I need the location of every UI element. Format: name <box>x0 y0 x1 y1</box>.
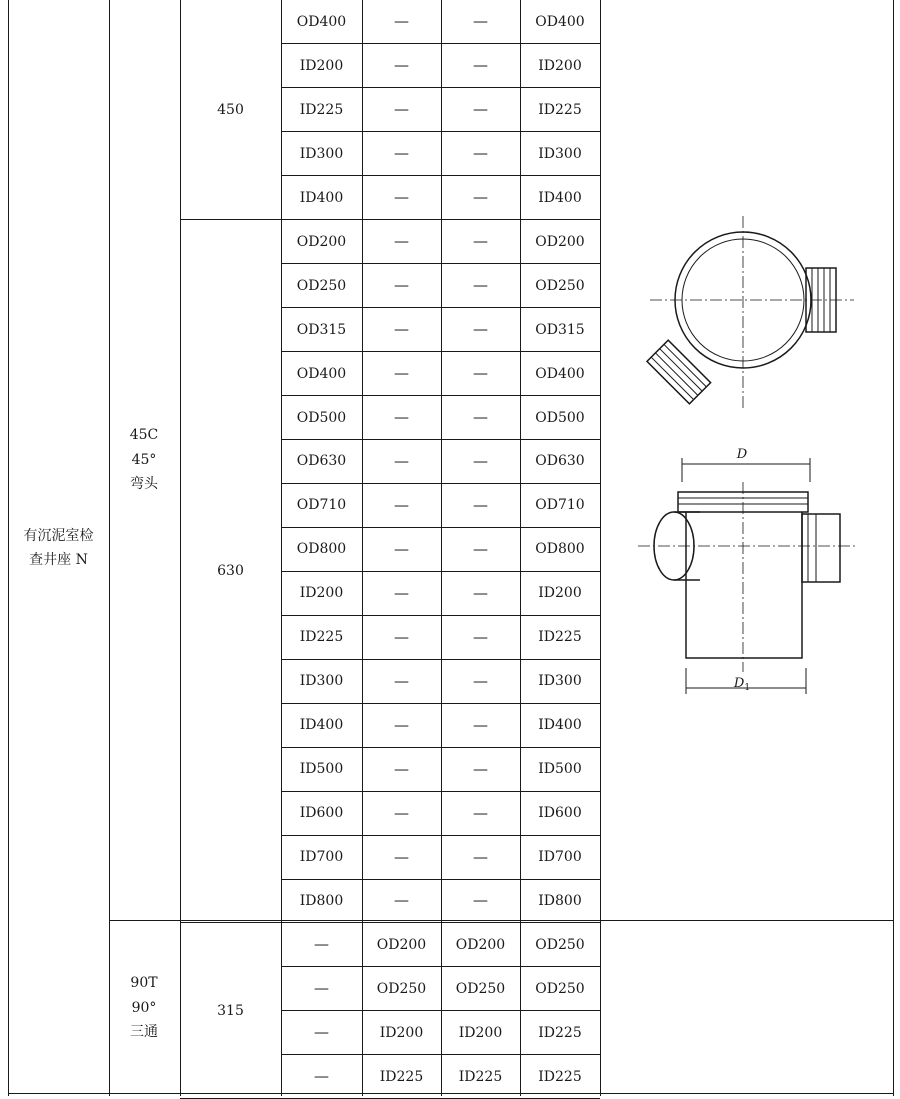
size-cell-col4: ID225 <box>538 629 582 646</box>
size-cell-col2: — <box>394 495 409 514</box>
size-cell-col1: OD500 <box>296 409 347 426</box>
grid-vline <box>180 0 181 1096</box>
grid-hline <box>8 1093 894 1094</box>
size-cell-col2: — <box>394 759 409 778</box>
size-cell-col2: — <box>394 803 409 822</box>
nominal-size-cell: 315 <box>217 1002 244 1019</box>
size-cell-col4: ID300 <box>538 145 582 162</box>
size-cell-col3: — <box>473 408 488 427</box>
size-cell-col4: OD250 <box>535 277 585 294</box>
size-cell-col2: — <box>394 188 409 207</box>
size-cell-col3: — <box>473 364 488 383</box>
size-cell-col3: — <box>473 451 488 470</box>
size-cell-col3: — <box>473 539 488 558</box>
size-cell-col4: OD400 <box>535 13 585 30</box>
fitting-name-45c <box>109 0 179 920</box>
size-cell-col1: ID700 <box>299 849 344 866</box>
size-cell-col4: ID200 <box>538 57 582 74</box>
size-cell-col2: — <box>394 891 409 910</box>
size-cell-col3: ID225 <box>458 1068 503 1085</box>
fitting-kind: 三通 <box>130 1024 158 1041</box>
size-cell-col4: OD630 <box>535 453 585 470</box>
size-cell-col3: — <box>473 803 488 822</box>
fitting-type-line2: 查井座 N <box>29 552 88 568</box>
size-cell-col1: ID300 <box>299 673 344 690</box>
size-cell-col3: — <box>473 847 488 866</box>
size-cell-col4: OD315 <box>535 321 585 338</box>
size-cell-col3: — <box>473 671 488 690</box>
size-cell-col1: OD315 <box>296 321 347 338</box>
fitting-code: 90T <box>130 975 158 992</box>
nominal-size-cell: 450 <box>217 101 244 118</box>
size-cell-col2: — <box>394 276 409 295</box>
grid-vline <box>8 0 9 1096</box>
size-cell-col1: — <box>314 979 329 998</box>
size-cell-col4: OD400 <box>535 365 585 382</box>
top-view-drawing <box>630 210 860 420</box>
size-cell-col1: ID225 <box>299 101 344 118</box>
size-cell-col2: — <box>394 56 409 75</box>
size-cell-col1: ID600 <box>299 805 344 822</box>
size-cell-col1: ID200 <box>299 57 344 74</box>
size-cell-col4: ID400 <box>538 717 582 734</box>
size-cell-col3: — <box>473 144 488 163</box>
size-cell-col2: — <box>394 539 409 558</box>
size-cell-col4: OD500 <box>535 409 585 426</box>
size-cell-col3: — <box>473 583 488 602</box>
size-cell-col2: OD250 <box>376 980 427 997</box>
size-cell-col1: — <box>314 1023 329 1042</box>
size-cell-col4: OD800 <box>535 541 585 558</box>
size-cell-col3: OD250 <box>455 980 506 997</box>
size-cell-col1: ID400 <box>299 189 344 206</box>
size-cell-col4: ID600 <box>538 805 582 822</box>
size-cell-col3: — <box>473 715 488 734</box>
size-cell-col1: OD400 <box>296 13 347 30</box>
size-cell-col2: — <box>394 583 409 602</box>
grid-vline <box>362 0 363 1096</box>
size-cell-col4: ID700 <box>538 849 582 866</box>
size-cell-col3: — <box>473 627 488 646</box>
size-cell-col2: — <box>394 364 409 383</box>
size-cell-col2: — <box>394 232 409 251</box>
size-cell-col1: ID500 <box>299 761 344 778</box>
front-view-drawing <box>630 440 860 700</box>
size-cell-col2: — <box>394 12 409 31</box>
size-cell-col4: ID225 <box>538 1024 582 1041</box>
size-cell-col3: — <box>473 495 488 514</box>
size-cell-col1: OD800 <box>296 541 347 558</box>
size-cell-col2: ID225 <box>379 1068 424 1085</box>
size-cell-col4: ID200 <box>538 585 582 602</box>
size-cell-col3: ID200 <box>458 1024 503 1041</box>
size-cell-col1: — <box>314 1067 329 1086</box>
size-cell-col2: — <box>394 408 409 427</box>
size-cell-col3: — <box>473 276 488 295</box>
size-cell-col2: — <box>394 320 409 339</box>
size-cell-col1: OD630 <box>296 453 347 470</box>
size-cell-col3: — <box>473 759 488 778</box>
size-cell-col3: — <box>473 12 488 31</box>
fitting-type-line1: 有沉泥室检 <box>23 527 94 544</box>
size-cell-col2: — <box>394 715 409 734</box>
size-cell-col4: ID300 <box>538 673 582 690</box>
size-cell-col1: OD400 <box>296 365 347 382</box>
size-cell-col4: ID800 <box>538 892 582 909</box>
size-cell-col3: — <box>473 232 488 251</box>
size-cell-col1: — <box>314 935 329 954</box>
size-cell-col1: OD200 <box>296 233 347 250</box>
grid-vline <box>520 0 521 1096</box>
size-cell-col2: — <box>394 451 409 470</box>
grid-vline <box>281 0 282 1096</box>
size-cell-col3: — <box>473 320 488 339</box>
size-cell-col1: ID300 <box>299 145 344 162</box>
size-cell-col4: ID225 <box>538 1068 582 1085</box>
grid-vline <box>109 0 110 1096</box>
size-cell-col1: OD710 <box>296 497 347 514</box>
size-cell-col3: — <box>473 56 488 75</box>
fitting-name-90t <box>109 920 179 1096</box>
size-cell-col4: OD250 <box>535 980 585 997</box>
diameter-d1-label: $D_1$ <box>733 676 751 693</box>
size-cell-col2: OD200 <box>376 936 427 953</box>
nominal-size-cell: 630 <box>217 563 244 580</box>
size-cell-col3: — <box>473 100 488 119</box>
size-cell-col2: — <box>394 627 409 646</box>
size-cell-col2: — <box>394 671 409 690</box>
size-cell-col4: OD200 <box>535 233 585 250</box>
size-cell-col1: ID200 <box>299 585 344 602</box>
grid-vline <box>600 0 601 1096</box>
size-cell-col2: — <box>394 100 409 119</box>
size-cell-col3: — <box>473 188 488 207</box>
fitting-angle: 90° <box>131 999 157 1016</box>
grid-vline <box>441 0 442 1096</box>
size-cell-col4: ID225 <box>538 101 582 118</box>
size-cell-col4: OD250 <box>535 936 585 953</box>
size-cell-col3: — <box>473 891 488 910</box>
size-cell-col1: ID800 <box>299 892 344 909</box>
diameter-d-label: D <box>736 447 748 462</box>
fitting-kind: 弯头 <box>130 476 158 493</box>
size-cell-col4: ID400 <box>538 189 582 206</box>
size-cell-col1: ID225 <box>299 629 344 646</box>
size-cell-col4: ID500 <box>538 761 582 778</box>
grid-hline <box>109 920 894 921</box>
size-cell-col1: ID400 <box>299 717 344 734</box>
fitting-code: 45C <box>129 427 159 444</box>
fitting-angle: 45° <box>131 451 157 468</box>
size-cell-col2: — <box>394 847 409 866</box>
size-cell-col3: OD200 <box>455 936 506 953</box>
size-cell-col2: — <box>394 144 409 163</box>
size-cell-col2: ID200 <box>379 1024 424 1041</box>
fitting-type-cell <box>8 0 109 1096</box>
grid-vline <box>893 0 894 1096</box>
size-cell-col1: OD250 <box>296 277 347 294</box>
size-cell-col4: OD710 <box>535 497 585 514</box>
